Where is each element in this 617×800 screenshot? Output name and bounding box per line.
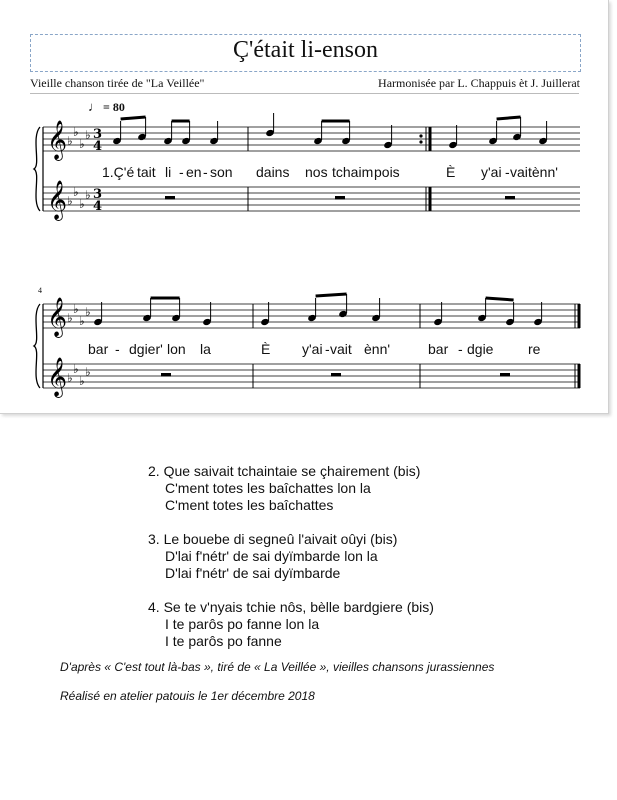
time-signature-numerator: 3 <box>93 127 103 142</box>
lyric-syllable: la <box>200 341 211 357</box>
flat-icon: ♭ <box>85 365 91 379</box>
verse-line: I te parôs po fanne lon la <box>165 616 320 632</box>
lyric-hyphen: - <box>325 341 330 357</box>
lyric-syllable: tait <box>137 164 156 180</box>
lyric-syllable: bar <box>428 341 449 357</box>
flat-icon: ♭ <box>73 125 79 139</box>
brace <box>34 304 40 388</box>
note-beam <box>497 117 521 119</box>
lyric-syllable: 1.Ç'é <box>102 164 135 180</box>
lyric-syllable: ènn' <box>364 341 391 357</box>
workshop-note: Réalisé en atelier patouis le 1er décembre 2018 <box>60 689 315 703</box>
flat-icon: ♭ <box>73 302 79 316</box>
verse-line: D'lai f'nétr' de sai dyïmbarde lon la <box>165 548 378 564</box>
flat-icon: ♭ <box>79 197 85 211</box>
lyric-syllable: vait <box>330 341 352 357</box>
lyric-syllable: È <box>261 341 271 357</box>
lyric-syllable: bar <box>88 341 109 357</box>
verse-2 <box>148 463 434 514</box>
verse-4 <box>148 599 434 650</box>
time-signature-denominator: 4 <box>93 199 103 214</box>
source-credit: D'après « C'est tout là-bas », tiré de « La Veillée », vieilles chansons jurassiennes <box>60 660 495 674</box>
flat-icon: ♭ <box>85 188 91 202</box>
flat-icon: ♭ <box>73 185 79 199</box>
flat-icon: ♭ <box>73 362 79 376</box>
treble-clef-icon: 𝄞 <box>47 180 68 220</box>
rest-icon <box>165 196 175 200</box>
lyric-hyphen: - <box>505 164 510 180</box>
lyric-syllable: vai <box>510 164 528 180</box>
lyric-syllable: tènn' <box>528 164 558 180</box>
flat-icon: ♭ <box>67 311 73 325</box>
note-beam <box>486 298 514 300</box>
flat-icon: ♭ <box>85 128 91 142</box>
verse-3 <box>148 531 434 582</box>
rest-icon <box>161 373 171 377</box>
repeat-dot <box>419 140 422 143</box>
lyric-syllable: tchaim <box>332 164 374 180</box>
lyric-hyphen: - <box>203 164 208 180</box>
measure-number: 4 <box>38 286 42 295</box>
subtitle-source: Vieille chanson tirée de "La Veillée" <box>30 76 205 90</box>
treble-clef-icon: 𝄞 <box>47 120 68 160</box>
lyric-syllable: pois <box>374 164 400 180</box>
lyric-syllable: lon <box>167 341 186 357</box>
rest-icon <box>331 373 341 377</box>
note-beam <box>121 117 146 119</box>
time-signature-numerator: 3 <box>93 187 103 202</box>
flat-icon: ♭ <box>79 374 85 388</box>
lyric-syllable: nos <box>305 164 328 180</box>
lyric-syllable: y'ai <box>481 164 502 180</box>
rest-icon <box>500 373 510 377</box>
lyric-syllable: dgier' <box>129 341 163 357</box>
time-signature-denominator: 4 <box>93 139 103 154</box>
lyric-syllable: y'ai <box>302 341 323 357</box>
repeat-dot <box>419 134 422 137</box>
rest-icon <box>335 196 345 200</box>
lyric-hyphen: - <box>458 341 463 357</box>
note-beam <box>316 294 347 296</box>
verse-line: I te parôs po fanne <box>165 633 282 649</box>
lyric-syllable: son <box>210 164 233 180</box>
lyric-hyphen: - <box>179 164 184 180</box>
flat-icon: ♭ <box>67 134 73 148</box>
lyric-hyphen: - <box>115 341 120 357</box>
flat-icon: ♭ <box>67 371 73 385</box>
flat-icon: ♭ <box>67 194 73 208</box>
lyric-syllable: dgie <box>467 341 494 357</box>
treble-clef-icon: 𝄞 <box>47 357 68 397</box>
song-title: Ç'était li-enson <box>233 37 378 63</box>
lyric-syllable: dains <box>256 164 290 180</box>
flat-icon: ♭ <box>79 314 85 328</box>
verse-line: C'ment totes les baîchattes <box>165 497 334 513</box>
verse-line: 3. Le bouebe di segneû l'aivait oûyi (bis) <box>148 531 398 547</box>
treble-clef-icon: 𝄞 <box>47 297 68 337</box>
flat-icon: ♭ <box>85 305 91 319</box>
verse-line: D'lai f'nétr' de sai dyïmbarde <box>165 565 341 581</box>
rest-icon <box>505 196 515 200</box>
subtitle-arranger: Harmonisée par L. Chappuis èt J. Juillerat <box>378 76 580 90</box>
lyric-syllable: en <box>186 164 202 180</box>
verses-block <box>148 463 434 667</box>
lyric-syllable: li <box>165 164 172 180</box>
verse-line: C'ment totes les baîchattes lon la <box>165 480 371 496</box>
flat-icon: ♭ <box>79 137 85 151</box>
lyric-syllable: È <box>446 164 456 180</box>
lyric-syllable: re <box>528 341 541 357</box>
tempo-value: = 80 <box>103 100 125 114</box>
brace <box>34 127 40 211</box>
verse-line: 4. Se te v'nyais tchie nôs, bèlle bardgiere (bis) <box>148 599 434 615</box>
quarter-note-icon: ♩ <box>88 99 101 114</box>
verse-line: 2. Que saivait tchaintaie se çhairement (bis) <box>148 463 421 479</box>
